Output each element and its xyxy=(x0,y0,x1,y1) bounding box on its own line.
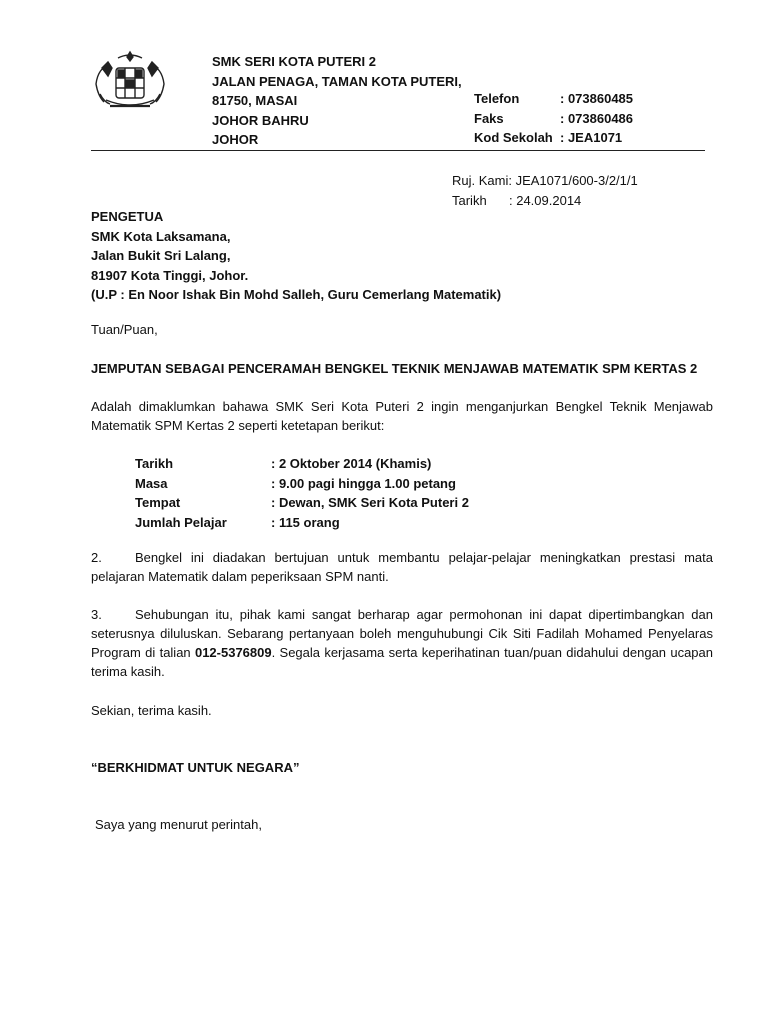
recipient-line: SMK Kota Laksamana, xyxy=(91,228,231,244)
motto: “BERKHIDMAT UNTUK NEGARA” xyxy=(91,760,300,775)
address-line: JOHOR xyxy=(212,132,259,147)
paragraph-1: Adalah dimaklumkan bahawa SMK Seri Kota Puteri 2 ingin menganjurkan Bengkel Teknik Menjawab Matematik SPM Kertas 2 seperti ketetapan berikut: xyxy=(91,399,713,433)
crest-emblem-icon xyxy=(88,48,172,118)
address-line: JALAN PENAGA, TAMAN KOTA PUTERI, xyxy=(212,73,462,89)
paragraph-3 xyxy=(91,605,713,681)
address-line: 81750, MASAI xyxy=(212,93,298,108)
header-divider xyxy=(91,150,705,151)
contact-telefon: Telefon : 073860485 xyxy=(474,91,634,106)
paragraph-text: . Segala kerjasama serta keperihatinan tuan/puan didahului dengan ucapan terima kasih. xyxy=(91,645,713,679)
event-details xyxy=(135,454,469,532)
letter-date: Tarikh : 24.09.2014 xyxy=(452,192,582,208)
contact-phone: 012-5376809 xyxy=(194,645,272,660)
greeting: Tuan/Puan, xyxy=(91,322,158,337)
school-address xyxy=(212,52,462,150)
recipient-line: (U.P : En Noor Ishak Bin Mohd Salleh, Guru Cemerlang Matematik) xyxy=(91,287,502,302)
school-contacts xyxy=(474,89,633,148)
contact-kod-sekolah: Kod Sekolah : JEA1071 xyxy=(474,130,623,145)
recipient-address xyxy=(91,207,501,305)
closing-line: Sekian, terima kasih. xyxy=(91,703,212,718)
address-line: SMK SERI KOTA PUTERI 2 xyxy=(212,54,376,69)
detail-row-tarikh: Tarikh : 2 Oktober 2014 (Khamis) xyxy=(135,456,432,471)
reference-block xyxy=(452,171,638,210)
contact-faks: Faks : 073860486 xyxy=(474,110,634,126)
detail-row-jumlah-pelajar: Jumlah Pelajar : 115 orang xyxy=(135,514,340,530)
detail-row-masa: Masa : 9.00 pagi hingga 1.00 petang xyxy=(135,475,456,491)
signoff-line: Saya yang menurut perintah, xyxy=(95,817,262,832)
address-line: JOHOR BAHRU xyxy=(212,112,309,128)
paragraph-number: 3. xyxy=(91,607,102,622)
paragraph-2 xyxy=(91,548,713,586)
recipient-line: 81907 Kota Tinggi, Johor. xyxy=(91,267,249,283)
paragraph-number: 2. xyxy=(91,550,102,565)
detail-row-tempat: Tempat : Dewan, SMK Seri Kota Puteri 2 xyxy=(135,495,469,510)
recipient-line: Jalan Bukit Sri Lalang, xyxy=(91,248,231,263)
recipient-line: PENGETUA xyxy=(91,209,164,224)
letter-subject: JEMPUTAN SEBAGAI PENCERAMAH BENGKEL TEKNIK MENJAWAB MATEMATIK SPM KERTAS 2 xyxy=(91,361,698,376)
paragraph-text: Bengkel ini diadakan bertujuan untuk membantu pelajar-pelajar meningkatkan prestasi mata pelajaran Matematik dalam peperiksaan SPM nanti. xyxy=(91,550,713,584)
reference-number: Ruj. Kami: JEA1071/600-3/2/1/1 xyxy=(452,173,638,188)
paragraph-text: Sehubungan itu, pihak kami sangat berharap agar permohonan ini dapat dipertimbangkan dan seterusnya diluluskan. Sebarang pertanyaan boleh menguhubungi Cik Siti Fadilah Mohamed Penyelaras Program di talian xyxy=(91,607,713,660)
